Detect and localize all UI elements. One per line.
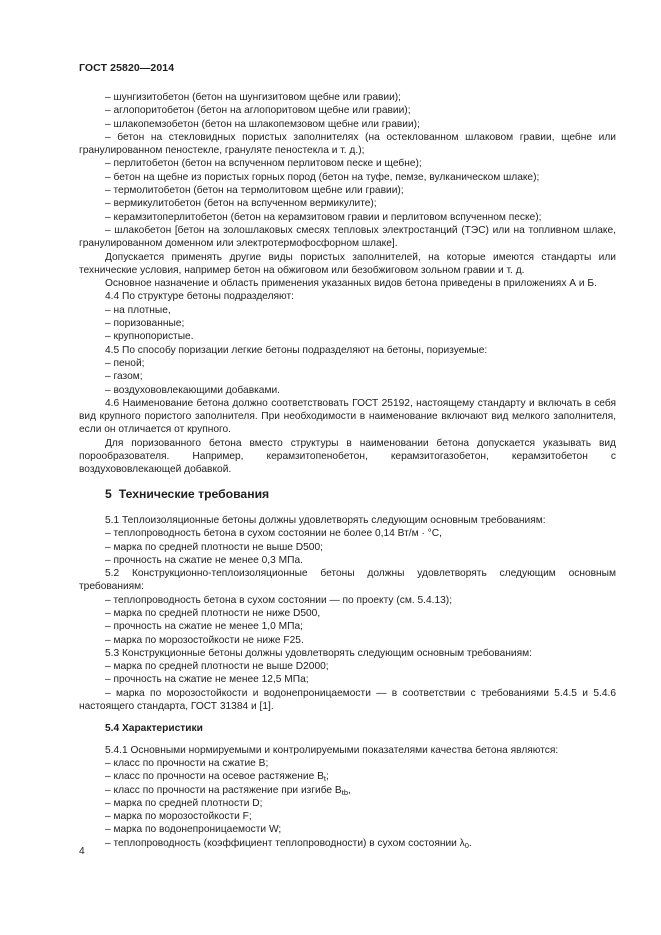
list-item: – вермикулитобетон (бетон на вспученном вермикулите);	[105, 198, 377, 210]
list-item: – прочность на сжатие не менее 0,3 МПа.	[105, 554, 303, 566]
list-item: – аглопоритобетон (бетон на аглопоритовом щебне или гравии);	[105, 105, 411, 117]
item-text: – теплопроводность (коэффициент теплопроводности) в сухом состоянии λ	[105, 837, 465, 849]
list-item	[79, 770, 616, 783]
clause-4-6: 4.6 Наименование бетона должно соответствовать ГОСТ 25192, настоящему стандарту и включать в себя вид крупного пористого заполнителя. При необходимости в наименование включают вид мелкого заполнителя, если он отличается от крупного.	[79, 397, 616, 436]
clause-5-3: 5.3 Конструкционные бетоны должны удовлетворять следующим основным требованиям:	[105, 647, 532, 659]
list-item: – на плотные,	[105, 304, 171, 316]
list-item: – воздухововлекающими добавками.	[105, 384, 280, 396]
list-item: – марка по средней плотности не выше D500;	[105, 541, 323, 553]
list-item: – газом;	[105, 371, 143, 383]
list-item	[79, 784, 616, 797]
subsection-heading: 5.4 Характеристики	[105, 723, 203, 735]
list-item: – марка по средней плотности D;	[105, 797, 263, 809]
clause-5-4-1: 5.4.1 Основными нормируемыми и контролируемыми показателями качества бетона являются:	[105, 744, 559, 756]
list-item: – теплопроводность бетона в сухом состоянии не более 0,14 Вт/м · °С,	[105, 528, 442, 540]
list-item: – марка по средней плотности не выше D2000;	[105, 661, 329, 673]
list-item: – поризованные;	[105, 318, 185, 330]
list-item: – керамзитоперлитобетон (бетон на керамзитовом гравии и перлитовом вспученном песке);	[105, 211, 542, 223]
list-item: – бетон на щебне из пористых горных пород (бетон на туфе, пемзе, вулканическом шлаке);	[105, 171, 540, 183]
list-item: – перлитобетон (бетон на вспученном перлитовом песке и щебне);	[105, 158, 422, 170]
page-header: ГОСТ 25820—2014	[79, 62, 175, 74]
paragraph: Допускается применять другие виды пористых заполнителей, на которые имеются стандарты или технические условия, например бетон на обжиговом или безобжиговом зольном гравии и т. д.	[79, 251, 616, 276]
list-item: – марка по морозостойкости F;	[105, 811, 252, 823]
section-heading	[79, 488, 616, 501]
list-item: – марка по водонепроницаемости W;	[105, 824, 282, 836]
clause-5-2: 5.2 Конструкционно-теплоизоляционные бетоны должны удовлетворять следующим основным требованиям:	[79, 568, 616, 593]
item-end: ,	[348, 784, 351, 796]
list-item: – шлакобетон [бетон на золошлаковых смесях тепловых электростанций (ТЭС) или на топливном шлаке, гранулированном доменном или электротермофосфорном шлаке].	[79, 224, 616, 250]
list-item: – прочность на сжатие не менее 1,0 МПа;	[105, 621, 303, 633]
clause-4-4: 4.4 По структуре бетоны подразделяют:	[105, 291, 294, 303]
item-text: – класс по прочности на осевое растяжение В	[105, 771, 324, 783]
subscript: tb	[341, 787, 348, 797]
list-item: – шунгизитобетон (бетон на шунгизитовом щебне или гравии);	[105, 92, 402, 103]
list-item: – прочность на сжатие не менее 12,5 МПа;	[105, 674, 309, 686]
page-number: 4	[79, 846, 85, 857]
list-item: – теплопроводность бетона в сухом состоянии — по проекту (см. 5.4.13);	[105, 594, 453, 606]
paragraph: Основное назначение и область применения указанных видов бетона приведены в приложениях А и Б.	[105, 278, 597, 290]
list-item	[79, 837, 616, 850]
list-item: – класс по прочности на сжатие В;	[105, 757, 269, 769]
item-end: .	[468, 837, 472, 849]
list-item: – марка по морозостойкости и водонепроницаемости — в соответствии с требованиями 5.4.5 и 5.4.6 настоящего стандарта, ГОСТ 31384 и [1].	[79, 687, 616, 713]
subscript: 0	[464, 840, 469, 850]
list-item: – марка по морозостойкости не ниже F25.	[105, 634, 304, 646]
paragraph: Для поризованного бетона вместо структуры в наименовании бетона допускается указывать вид порообразователя. Например, керамзитопенобетон, керамзитогазобетон, керамзитобетон с воздухововлекающей добавкой.	[79, 437, 616, 476]
list-item: – термолитобетон (бетон на термолитовом щебне или гравии);	[105, 185, 404, 197]
document-body	[79, 91, 616, 850]
subscript: t	[323, 774, 327, 784]
clause-5-1: 5.1 Теплоизоляционные бетоны должны удовлетворять следующим основным требованиям:	[105, 514, 546, 526]
clause-4-5: 4.5 По способу поризации легкие бетоны подразделяют на бетоны, поризуемые:	[105, 344, 488, 356]
list-item: – крупнопористые.	[105, 331, 194, 343]
list-item: – марка по средней плотности не ниже D500,	[105, 607, 321, 619]
item-text: – класс по прочности на растяжение при изгибе В	[105, 784, 342, 796]
section-title: Технические требования	[118, 486, 270, 501]
list-item: – шлакопемзобетон (бетон на шлакопемзовом щебне или гравии);	[105, 118, 420, 130]
item-end: ;	[326, 771, 329, 783]
list-item: – бетон на стекловидных пористых заполнителях (на остеклованном шлаковом гравии, щебне или гранулированном пеностекле, грануляте пеностекла и т. д.);	[79, 131, 616, 157]
section-number: 5	[105, 486, 112, 501]
list-item: – пеной;	[105, 357, 145, 369]
